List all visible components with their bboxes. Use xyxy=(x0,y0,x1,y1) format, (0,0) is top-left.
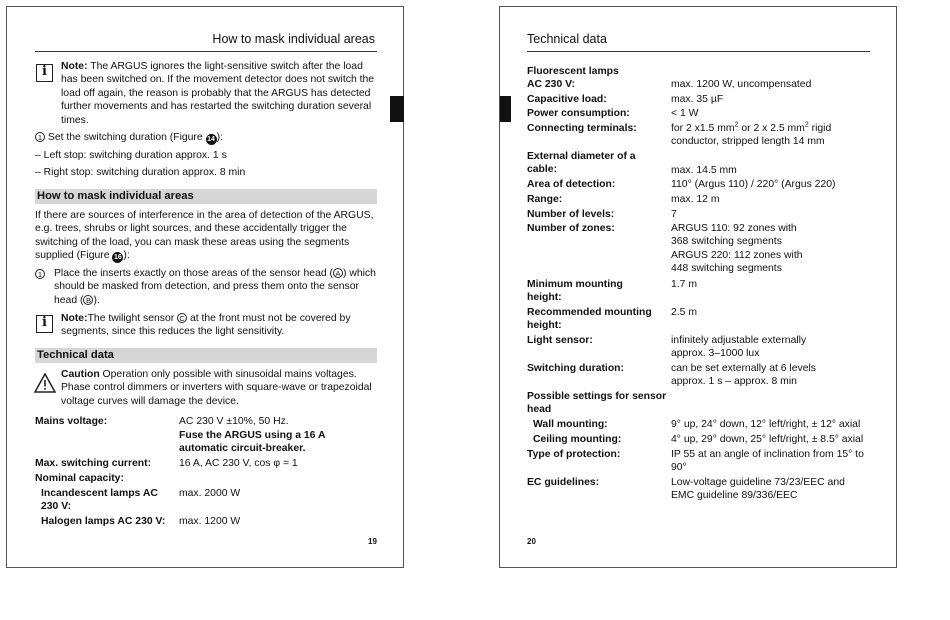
page-number: 20 xyxy=(527,537,536,546)
spec-label: Range: xyxy=(527,194,563,205)
note-text: The ARGUS ignores the light-sensitive switch after the load has been switched on. If the movement detector does not switch the load off again, the reason is probably that the ARGUS has detected further movements and has restarted the switching duration several times. xyxy=(61,61,375,126)
section-heading-technical xyxy=(35,348,377,363)
page-20 xyxy=(499,6,897,568)
paragraph-text: If there are sources of interference in the area of detection of the ARGUS, e.g. trees, shrubs or light sources, and these accidentally trigger the switching of the load, you can mask these areas using the segments supplied (Figure xyxy=(35,210,374,262)
step-text: Set the switching duration (Figure xyxy=(47,132,206,143)
marker-a-icon: A xyxy=(333,268,343,278)
spec-value: IP 55 at an angle of inclination from 15° to 90° xyxy=(671,449,864,474)
thumb-index-tab xyxy=(500,96,511,122)
note-label: Note: xyxy=(61,61,88,72)
note-1 xyxy=(61,60,379,127)
spec-label: External diameter of a cable: xyxy=(527,151,636,176)
note-text: The twilight sensor xyxy=(87,313,178,324)
spec-value: max. 12 m xyxy=(671,194,720,205)
spec-value: max. 2000 W xyxy=(179,488,241,499)
spec-label: Capacitive load: xyxy=(527,94,607,105)
spec-value: 7 xyxy=(671,209,677,220)
section-heading-mask xyxy=(35,189,377,204)
figure-16-icon: 16 xyxy=(114,254,122,262)
value-part: for 2 x1.5 mm xyxy=(671,123,735,134)
spec-label: Recommended mounting height: xyxy=(527,307,652,332)
caution-text xyxy=(61,368,381,408)
step-text-end: ). xyxy=(93,294,100,306)
step-number-icon: 1 xyxy=(35,269,45,279)
spec-label: Nominal capacity: xyxy=(35,473,124,484)
marker-b-icon: B xyxy=(83,295,93,305)
header-rule xyxy=(35,51,377,52)
spec-label: Switching duration: xyxy=(527,363,624,374)
page-header: Technical data xyxy=(527,32,607,46)
spec-label: Halogen lamps AC 230 V: xyxy=(41,516,166,527)
spec-label: Connecting terminals: xyxy=(527,123,637,134)
spec-label: AC 230 V: xyxy=(527,79,575,90)
spec-value: 1.7 m xyxy=(671,279,697,290)
step-place-inserts xyxy=(35,267,380,307)
thumb-index-tab xyxy=(390,96,404,122)
paragraph-text-end: ): xyxy=(123,250,130,262)
dash-item-left-stop: – Left stop: switching duration approx. 1 s xyxy=(35,150,227,161)
note-label: Note: xyxy=(61,313,88,324)
spec-value: max. 1200 W xyxy=(179,516,241,527)
marker-c-icon: C xyxy=(177,313,187,323)
spec-value: AC 230 V ±10%, 50 Hz. xyxy=(179,416,289,427)
spec-value: max. 1200 W, uncompensated xyxy=(671,79,812,90)
page-header: How to mask individual areas xyxy=(212,32,375,46)
dash-item-right-stop: – Right stop: switching duration approx. 8 min xyxy=(35,167,246,178)
spec-value: can be set externally at 6 levels approx. 1 s – approx. 8 min xyxy=(671,363,816,388)
section-title: How to mask individual areas xyxy=(37,190,194,202)
section-title: Technical data xyxy=(37,349,114,361)
value-sup: 2 xyxy=(804,121,809,129)
note-text-end: at the front must not be covered by segments, since this reduces the light sensitivity. xyxy=(61,313,351,338)
note-2 xyxy=(61,312,379,339)
step-text: Place the inserts exactly on those areas of the sensor head ( xyxy=(54,268,333,279)
step-set-duration xyxy=(35,131,380,145)
spec-value: Low-voltage guideline 73/23/EEC and EMC guideline 89/336/EEC xyxy=(671,477,845,502)
spec-label: Number of zones: xyxy=(527,223,615,234)
spec-value-note: Fuse the ARGUS using a 16 A automatic circuit-breaker. xyxy=(179,430,326,455)
spec-value xyxy=(671,122,846,149)
spec-value: 9° up, 24° down, 12° left/right, ± 12° axial xyxy=(671,419,861,430)
page-19 xyxy=(6,6,404,568)
spec-label: Max. switching current: xyxy=(35,458,152,469)
page-number: 19 xyxy=(368,537,377,546)
spec-label: Mains voltage: xyxy=(35,416,108,427)
step-text-mid: ) which should be masked from detection, and press them onto the sensor head ( xyxy=(54,268,376,306)
value-sup: 2 xyxy=(734,121,739,129)
spec-value: max. 14.5 mm xyxy=(671,165,737,176)
value-part: rigid conductor, stripped length 14 mm xyxy=(671,123,832,148)
spec-value: 16 A, AC 230 V, cos φ = 1 xyxy=(179,458,298,469)
spec-label: Light sensor: xyxy=(527,335,593,346)
step-text-end: ): xyxy=(216,132,223,143)
spec-label: Area of detection: xyxy=(527,179,616,190)
spec-label: Ceiling mounting: xyxy=(533,434,622,445)
spec-label: Possible settings for sensor head xyxy=(527,391,667,416)
spec-value: infinitely adjustable externally approx. 3–1000 lux xyxy=(671,335,807,360)
spec-label: Fluorescent lamps xyxy=(527,66,619,77)
spec-label: Number of levels: xyxy=(527,209,615,220)
caution-label: Caution xyxy=(61,369,100,380)
figure-14-icon: 14 xyxy=(207,136,215,143)
spec-value: max. 35 µF xyxy=(671,94,724,105)
caution-body: Operation only possible with sinusoidal mains voltages. Phase control dimmers or inverters with square-wave or trapezoidal voltage curves will damage the device. xyxy=(61,369,372,407)
spec-label: EC guidelines: xyxy=(527,477,600,488)
info-icon: i xyxy=(36,64,53,82)
spec-label: Incandescent lamps AC 230 V: xyxy=(41,488,158,513)
spec-value: < 1 W xyxy=(671,108,699,119)
spec-label: Minimum mounting height: xyxy=(527,279,623,304)
spec-label: Wall mounting: xyxy=(533,419,608,430)
value-part: or 2 x 2.5 mm xyxy=(738,123,805,134)
spec-value: 110° (Argus 110) / 220° (Argus 220) xyxy=(671,179,836,190)
warning-icon xyxy=(34,373,56,393)
mask-paragraph xyxy=(35,209,379,263)
spec-value: ARGUS 110: 92 zones with 368 switching segments ARGUS 220: 112 zones with 448 switching segments xyxy=(671,223,803,275)
header-rule xyxy=(527,51,870,52)
spec-value: 2.5 m xyxy=(671,307,697,318)
step-number-icon: 1 xyxy=(35,132,45,142)
spec-value: 4° up, 29° down, 25° left/right, ± 8.5° axial xyxy=(671,434,864,445)
spec-label: Power consumption: xyxy=(527,108,630,119)
spec-label: Type of protection: xyxy=(527,449,621,460)
info-icon: i xyxy=(36,315,53,333)
